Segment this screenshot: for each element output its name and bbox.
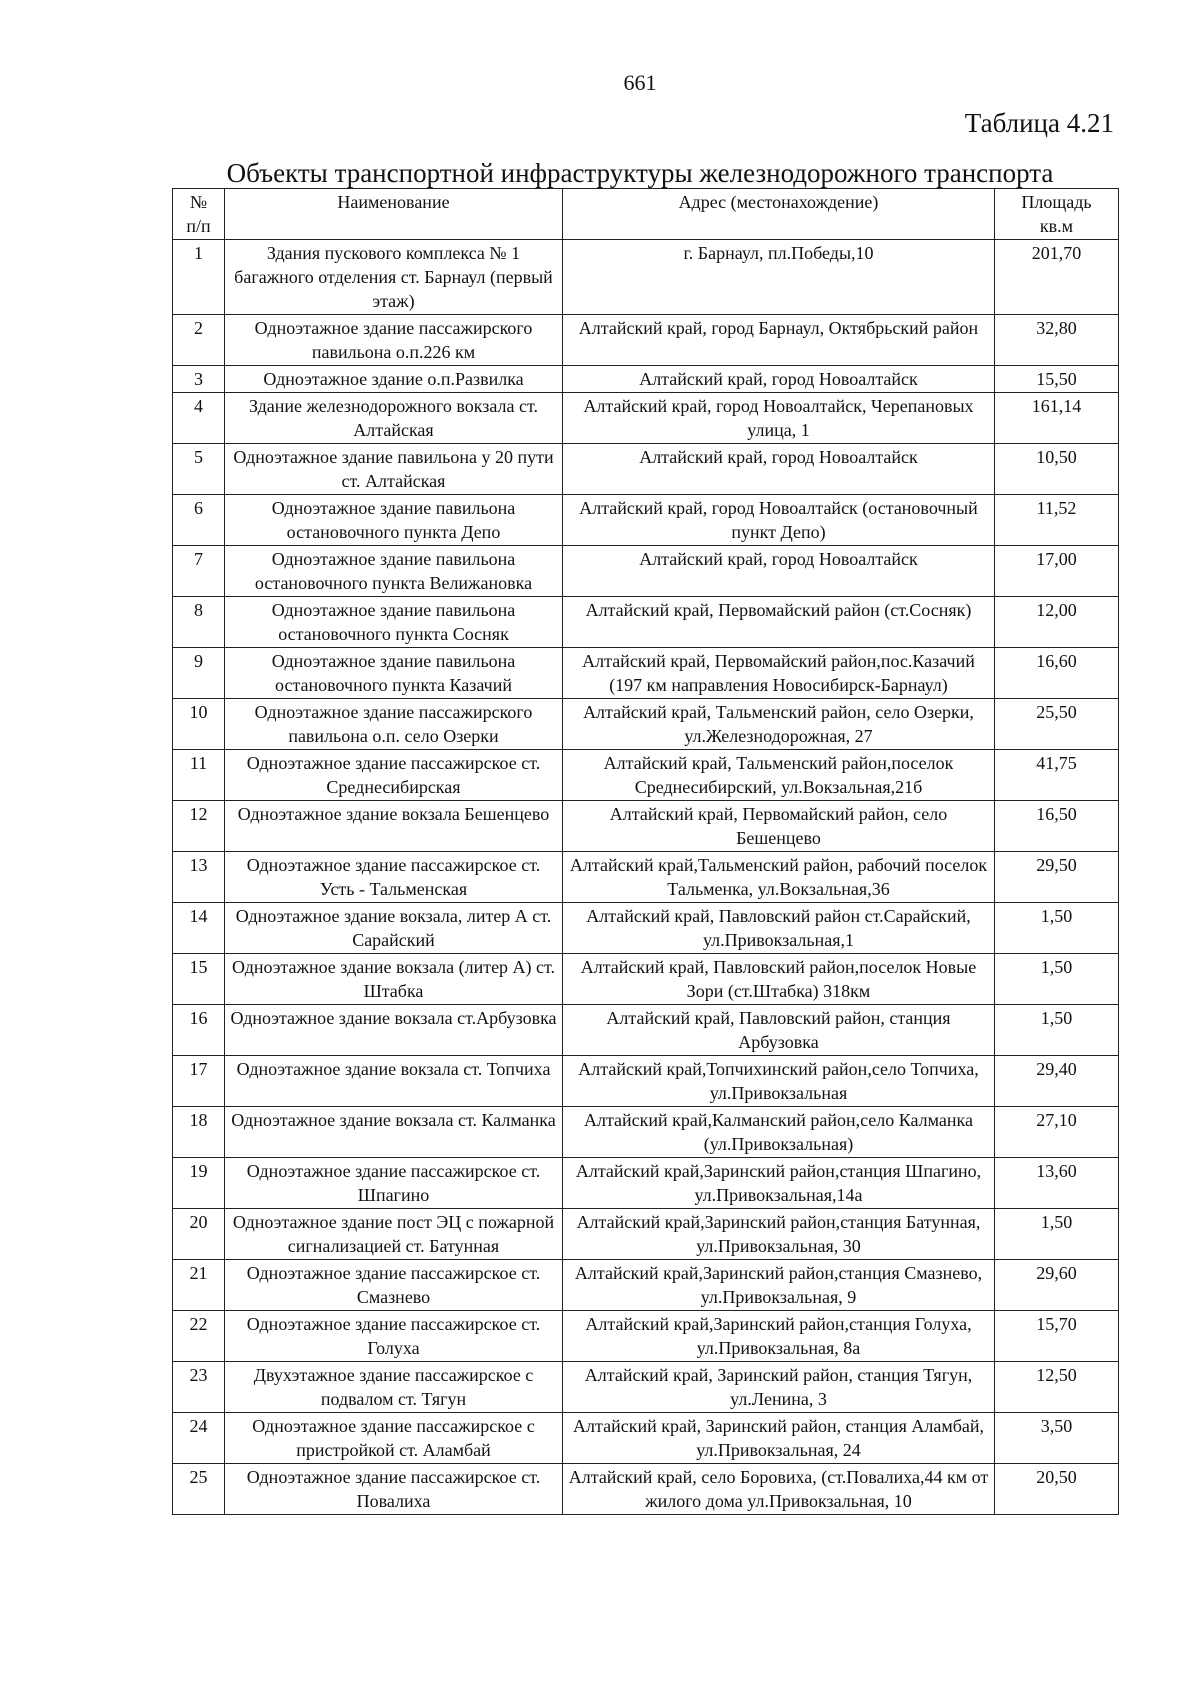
column-header-area-line2: кв.м <box>1039 216 1074 236</box>
cell-address: Алтайский край,Заринский район,станция Батунная, ул.Привокзальная, 30 <box>563 1209 995 1260</box>
cell-address: Алтайский край, Тальменский район,поселок Среднесибирский, ул.Вокзальная,21б <box>563 750 995 801</box>
cell-address: Алтайский край,Заринский район,станция Шпагино, ул.Привокзальная,14а <box>563 1158 995 1209</box>
cell-address: Алтайский край, город Новоалтайск, Черепановых улица, 1 <box>563 393 995 444</box>
table-body <box>173 240 1119 1515</box>
cell-num: 4 <box>173 393 225 444</box>
cell-num: 19 <box>173 1158 225 1209</box>
table-row <box>173 1005 1119 1056</box>
cell-num: 14 <box>173 903 225 954</box>
cell-area: 15,50 <box>995 366 1119 393</box>
cell-name: Одноэтажное здание пассажирское ст. Смазнево <box>225 1260 563 1311</box>
cell-name: Одноэтажное здание павильона остановочного пункта Депо <box>225 495 563 546</box>
column-header-name: Наименование <box>225 189 563 240</box>
table-row <box>173 648 1119 699</box>
table-row <box>173 1413 1119 1464</box>
cell-name: Одноэтажное здание павильона остановочного пункта Казачий <box>225 648 563 699</box>
cell-name: Двухэтажное здание пассажирское с подвалом ст. Тягун <box>225 1362 563 1413</box>
table-row <box>173 1158 1119 1209</box>
cell-address: Алтайский край,Тальменский район, рабочий поселок Тальменка, ул.Вокзальная,36 <box>563 852 995 903</box>
cell-num: 24 <box>173 1413 225 1464</box>
cell-address: Алтайский край, Тальменский район, село Озерки, ул.Железнодорожная, 27 <box>563 699 995 750</box>
cell-address: Алтайский край, Первомайский район (ст.Сосняк) <box>563 597 995 648</box>
table-row <box>173 750 1119 801</box>
cell-num: 2 <box>173 315 225 366</box>
cell-name: Одноэтажное здание о.п.Развилка <box>225 366 563 393</box>
cell-address: Алтайский край, город Барнаул, Октябрьский район <box>563 315 995 366</box>
cell-address: Алтайский край, Павловский район ст.Сарайский, ул.Привокзальная,1 <box>563 903 995 954</box>
column-header-num-line1: № <box>189 192 208 212</box>
table-row <box>173 444 1119 495</box>
cell-name: Одноэтажное здание вокзала ст. Топчиха <box>225 1056 563 1107</box>
cell-area: 1,50 <box>995 1209 1119 1260</box>
table-row <box>173 1260 1119 1311</box>
cell-name: Одноэтажное здание вокзала Бешенцево <box>225 801 563 852</box>
cell-area: 15,70 <box>995 1311 1119 1362</box>
cell-area: 29,60 <box>995 1260 1119 1311</box>
cell-address: Алтайский край, город Новоалтайск (остановочный пункт Депо) <box>563 495 995 546</box>
column-header-num-line2: п/п <box>186 216 211 236</box>
cell-name: Одноэтажное здание павильона остановочного пункта Сосняк <box>225 597 563 648</box>
cell-area: 17,00 <box>995 546 1119 597</box>
cell-area: 1,50 <box>995 1005 1119 1056</box>
cell-name: Одноэтажное здание пассажирского павильона о.п.226 км <box>225 315 563 366</box>
table-row <box>173 597 1119 648</box>
cell-num: 25 <box>173 1464 225 1515</box>
cell-area: 16,60 <box>995 648 1119 699</box>
column-header-area <box>995 189 1119 240</box>
cell-num: 13 <box>173 852 225 903</box>
table-row <box>173 954 1119 1005</box>
cell-address: Алтайский край, село Боровиха, (ст.Повалиха,44 км от жилого дома ул.Привокзальная, 10 <box>563 1464 995 1515</box>
table-caption: Таблица 4.21 <box>964 108 1114 138</box>
cell-address: Алтайский край,Калманский район,село Калманка (ул.Привокзальная) <box>563 1107 995 1158</box>
table-header-row <box>173 189 1119 240</box>
cell-num: 18 <box>173 1107 225 1158</box>
cell-address: Алтайский край,Заринский район,станция Голуха, ул.Привокзальная, 8а <box>563 1311 995 1362</box>
cell-address: Алтайский край, Павловский район,поселок Новые Зори (ст.Штабка) 318км <box>563 954 995 1005</box>
cell-area: 1,50 <box>995 903 1119 954</box>
cell-area: 12,50 <box>995 1362 1119 1413</box>
cell-area: 201,70 <box>995 240 1119 315</box>
table-row <box>173 366 1119 393</box>
cell-area: 12,00 <box>995 597 1119 648</box>
cell-num: 16 <box>173 1005 225 1056</box>
cell-address: Алтайский край, Первомайский район,пос.Казачий (197 км направления Новосибирск-Барнаул) <box>563 648 995 699</box>
cell-name: Одноэтажное здание пассажирское ст. Среднесибирская <box>225 750 563 801</box>
cell-address: Алтайский край,Топчихинский район,село Топчиха, ул.Привокзальная <box>563 1056 995 1107</box>
cell-address: Алтайский край, город Новоалтайск <box>563 444 995 495</box>
cell-num: 23 <box>173 1362 225 1413</box>
table-row <box>173 1362 1119 1413</box>
cell-area: 3,50 <box>995 1413 1119 1464</box>
cell-address: г. Барнаул, пл.Победы,10 <box>563 240 995 315</box>
cell-name: Одноэтажное здание пассажирское ст. Усть - Тальменская <box>225 852 563 903</box>
cell-num: 22 <box>173 1311 225 1362</box>
cell-name: Одноэтажное здание пассажирское ст. Повалиха <box>225 1464 563 1515</box>
cell-area: 20,50 <box>995 1464 1119 1515</box>
cell-address: Алтайский край, Заринский район, станция Аламбай, ул.Привокзальная, 24 <box>563 1413 995 1464</box>
cell-name: Здания пускового комплекса № 1 багажного отделения ст. Барнаул (первый этаж) <box>225 240 563 315</box>
cell-num: 6 <box>173 495 225 546</box>
cell-num: 10 <box>173 699 225 750</box>
cell-area: 11,52 <box>995 495 1119 546</box>
cell-num: 21 <box>173 1260 225 1311</box>
cell-num: 5 <box>173 444 225 495</box>
cell-num: 20 <box>173 1209 225 1260</box>
transport-objects-table <box>172 188 1119 1515</box>
cell-area: 1,50 <box>995 954 1119 1005</box>
column-header-area-line1: Площадь <box>1021 192 1092 212</box>
cell-area: 13,60 <box>995 1158 1119 1209</box>
cell-area: 29,40 <box>995 1056 1119 1107</box>
cell-name: Одноэтажное здание павильона у 20 пути ст. Алтайская <box>225 444 563 495</box>
cell-area: 16,50 <box>995 801 1119 852</box>
cell-address: Алтайский край, Заринский район, станция Тягун, ул.Ленина, 3 <box>563 1362 995 1413</box>
cell-name: Одноэтажное здание пост ЭЦ с пожарной сигнализацией ст. Батунная <box>225 1209 563 1260</box>
table-title: Объекты транспортной инфраструктуры железнодорожного транспорта <box>226 158 1054 188</box>
cell-area: 29,50 <box>995 852 1119 903</box>
cell-address: Алтайский край, город Новоалтайск <box>563 366 995 393</box>
table-row <box>173 1107 1119 1158</box>
table-row <box>173 1209 1119 1260</box>
cell-name: Одноэтажное здание вокзала ст. Калманка <box>225 1107 563 1158</box>
cell-num: 12 <box>173 801 225 852</box>
table-row <box>173 1311 1119 1362</box>
table-row <box>173 546 1119 597</box>
cell-num: 15 <box>173 954 225 1005</box>
cell-address: Алтайский край, город Новоалтайск <box>563 546 995 597</box>
cell-address: Алтайский край, Первомайский район, село Бешенцево <box>563 801 995 852</box>
column-header-address: Адрес (местонахождение) <box>563 189 995 240</box>
cell-num: 8 <box>173 597 225 648</box>
cell-area: 10,50 <box>995 444 1119 495</box>
cell-area: 41,75 <box>995 750 1119 801</box>
table-row <box>173 801 1119 852</box>
cell-name: Одноэтажное здание вокзала, литер А ст. Сарайский <box>225 903 563 954</box>
column-header-num <box>173 189 225 240</box>
cell-name: Одноэтажное здание вокзала (литер А) ст. Штабка <box>225 954 563 1005</box>
cell-num: 11 <box>173 750 225 801</box>
cell-name: Одноэтажное здание павильона остановочного пункта Велижановка <box>225 546 563 597</box>
page-number: 661 <box>623 70 657 95</box>
cell-address: Алтайский край, Павловский район, станция Арбузовка <box>563 1005 995 1056</box>
cell-name: Здание железнодорожного вокзала ст. Алтайская <box>225 393 563 444</box>
cell-num: 7 <box>173 546 225 597</box>
cell-area: 25,50 <box>995 699 1119 750</box>
table-row <box>173 699 1119 750</box>
table-row <box>173 240 1119 315</box>
cell-area: 161,14 <box>995 393 1119 444</box>
cell-num: 9 <box>173 648 225 699</box>
table-row <box>173 1056 1119 1107</box>
cell-name: Одноэтажное здание вокзала ст.Арбузовка <box>225 1005 563 1056</box>
cell-area: 27,10 <box>995 1107 1119 1158</box>
cell-area: 32,80 <box>995 315 1119 366</box>
table-row <box>173 852 1119 903</box>
cell-num: 3 <box>173 366 225 393</box>
cell-num: 17 <box>173 1056 225 1107</box>
table-row <box>173 1464 1119 1515</box>
cell-address: Алтайский край,Заринский район,станция Смазнево, ул.Привокзальная, 9 <box>563 1260 995 1311</box>
cell-num: 1 <box>173 240 225 315</box>
table-row <box>173 315 1119 366</box>
table-row <box>173 903 1119 954</box>
cell-name: Одноэтажное здание пассажирское с пристройкой ст. Аламбай <box>225 1413 563 1464</box>
cell-name: Одноэтажное здание пассажирского павильона о.п. село Озерки <box>225 699 563 750</box>
cell-name: Одноэтажное здание пассажирское ст. Шпагино <box>225 1158 563 1209</box>
cell-name: Одноэтажное здание пассажирское ст. Голуха <box>225 1311 563 1362</box>
table-row <box>173 495 1119 546</box>
table-row <box>173 393 1119 444</box>
